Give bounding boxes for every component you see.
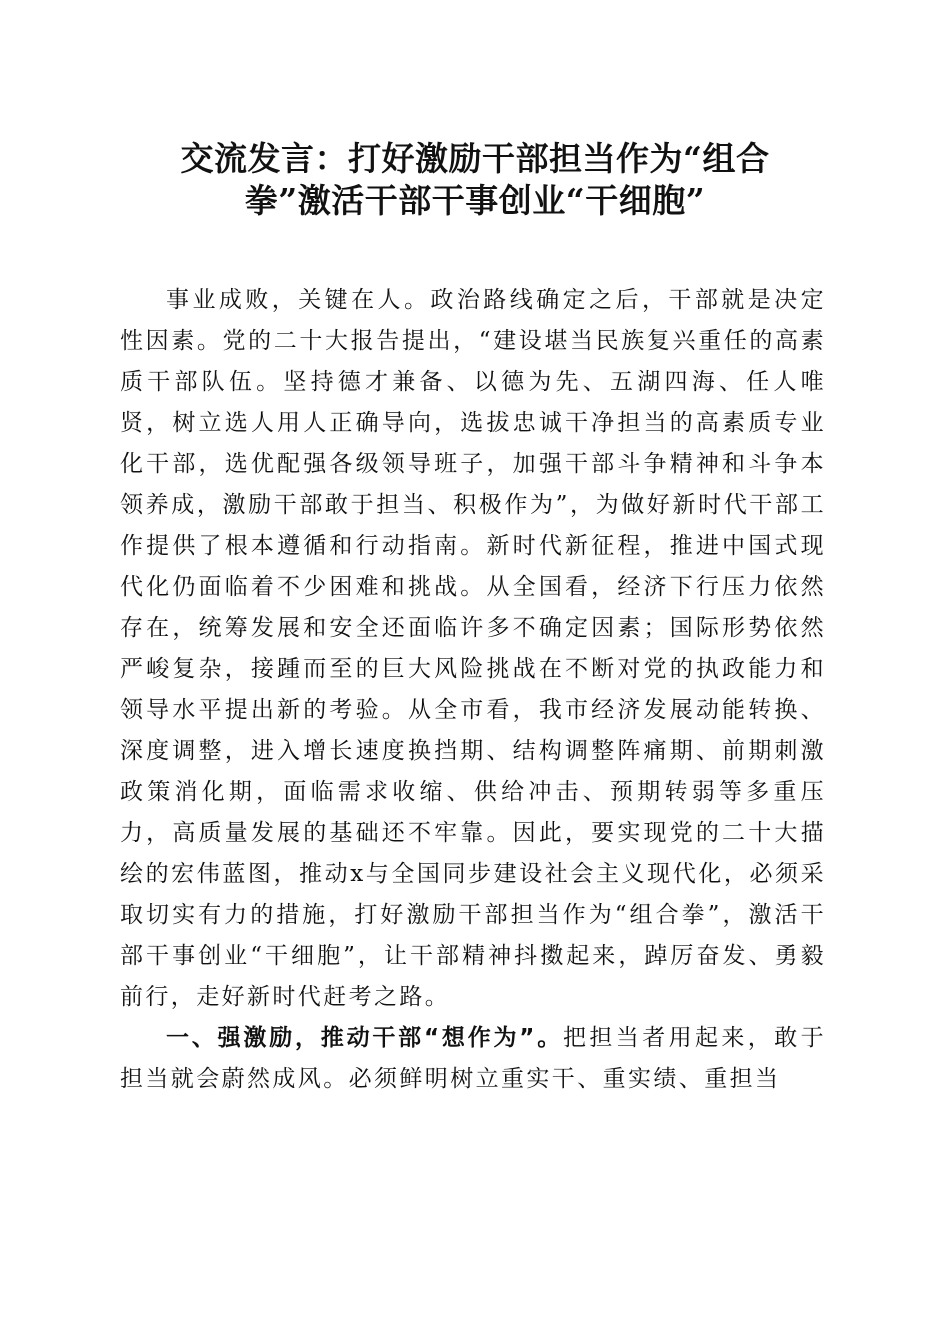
title-line-1: 交流发言：打好激励干部担当作为“组合 [180,139,770,178]
title-line-2: 拳”激活干部干事创业“干细胞” [244,181,706,220]
section-1-paragraph [120,1018,826,1100]
document-title [120,138,830,222]
section-1-text: 把担当者用起来，敢于担当就会蔚然成风。必须鲜明树立重实干、重实绩、重担当 [120,1025,826,1092]
intro-paragraph: 事业成败，关键在人。政治路线确定之后，干部就是决定性因素。党的二十大报告提出，“建设堪当民族复兴重任的高素质干部队伍。坚持德才兼备、以德为先、五湖四海、任人唯贤，树立选人用人正确导向，选拔忠诚干净担当的高素质专业化干部，选优配强各级领导班子，加强干部斗争精神和斗争本领养成，激励干部敢于担当、积极作为”，为做好新时代干部工作提供了根本遵循和行动指南。新时代新征程，推进中国式现代化仍面临着不少困难和挑战。从全国看，经济下行压力依然存在，统筹发展和安全还面临许多不确定因素；国际形势依然严峻复杂，接踵而至的巨大风险挑战在不断对党的执政能力和领导水平提出新的考验。从全市看，我市经济发展动能转换、深度调整，进入增长速度换挡期、结构调整阵痛期、前期刺激政策消化期，面临需求收缩、供给冲击、预期转弱等多重压力，高质量发展的基础还不牢靠。因此，要实现党的二十大描绘的宏伟蓝图，推动x与全国同步建设社会主义现代化，必须采取切实有力的措施，打好激励干部担当作为“组合拳”，激活干部干事创业“干细胞”，让干部精神抖擞起来，踔厉奋发、勇毅前行，走好新时代赶考之路。 [120,287,826,1010]
document-body [120,280,826,1100]
section-1-heading: 一、强激励，推动干部“想作为”。 [166,1025,564,1051]
